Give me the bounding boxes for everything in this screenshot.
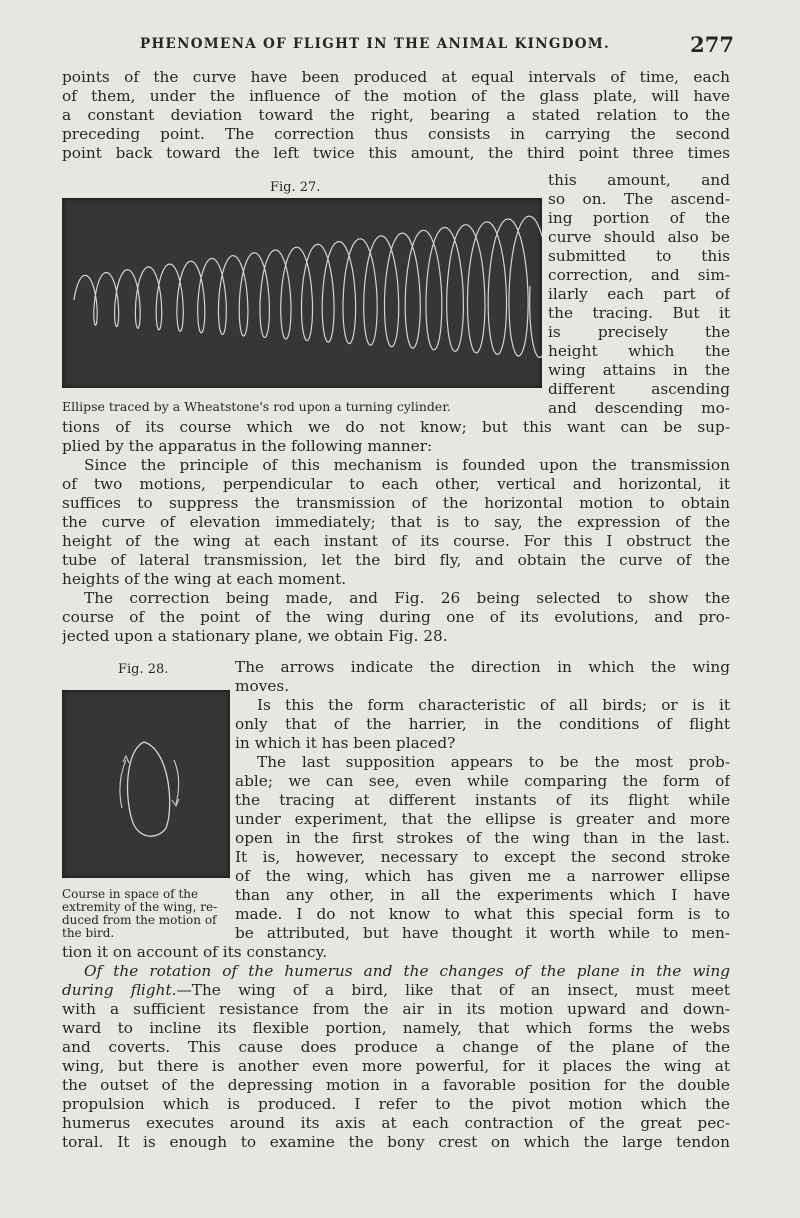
figure-28-image (62, 690, 230, 878)
body-line: preceding point. The correction thus consists in carrying the second (62, 125, 730, 143)
wrap-line: this amount, and (548, 171, 730, 189)
body-line: the outset of the depressing motion in a favorable position for the double (62, 1076, 730, 1094)
wrap-line: open in the first strokes of the wing than in the last. (235, 829, 730, 847)
wrap-line: wing attains in the (548, 361, 730, 379)
figure-27-label: Fig. 27. (270, 180, 321, 195)
wrap-line: ilarly each part of (548, 285, 730, 303)
figure-28-caption-line: extremity of the wing, re- (62, 900, 218, 914)
body-line: toral. It is enough to examine the bony crest on which the large tendon (62, 1133, 730, 1151)
body-line: ward to incline its flexible portion, namely, that which forms the webs (62, 1019, 730, 1037)
figure-28-label: Fig. 28. (118, 662, 169, 677)
spiral-path (74, 216, 542, 358)
wrap-line: under experiment, that the ellipse is greater and more (235, 810, 730, 828)
wrap-line: correction, and sim- (548, 266, 730, 284)
wrap-line: in which it has been placed? (235, 734, 456, 752)
wrap-line: Is this the form characteristic of all birds; or is it (257, 696, 730, 714)
running-head: PHENOMENA OF FLIGHT IN THE ANIMAL KINGDOM. (140, 36, 611, 52)
body-line: a constant deviation toward the right, bearing a stated relation to the (62, 106, 730, 124)
body-line: suffices to suppress the transmission of the horizontal motion to obtain (62, 494, 730, 512)
page-number: 277 (690, 32, 734, 57)
body-line: tion it on account of its constancy. (62, 943, 328, 961)
body-line: Since the principle of this mechanism is founded upon the transmission (84, 456, 730, 474)
wrap-line: made. I do not know to what this special form is to (235, 905, 730, 923)
body-line: of them, under the influence of the motion of the glass plate, will have (62, 87, 730, 105)
body-line: point back toward the left twice this amount, the third point three times (62, 144, 730, 162)
wrap-line: so on. The ascend- (548, 190, 730, 208)
wrap-line: is precisely the (548, 323, 730, 341)
wrap-line: The arrows indicate the direction in which the wing (235, 658, 730, 676)
body-line: course of the point of the wing during one of its evolutions, and pro- (62, 608, 730, 626)
page-header (140, 32, 740, 58)
wrap-line: be attributed, but have thought it worth while to men- (235, 924, 730, 942)
section-heading-line: Of the rotation of the humerus and the changes of the plane in the wing (84, 962, 730, 980)
figure-27-caption: Ellipse traced by a Wheatstone's rod upon a turning cylinder. (62, 399, 451, 414)
body-line: heights of the wing at each moment. (62, 570, 347, 588)
body-line: The correction being made, and Fig. 26 being selected to show the (84, 589, 730, 607)
body-line: tions of its course which we do not know; but this want can be sup- (62, 418, 730, 436)
body-line: jected upon a stationary plane, we obtain Fig. 28. (62, 627, 448, 645)
body-line: tube of lateral transmission, let the bird fly, and obtain the curve of the (62, 551, 730, 569)
wrap-line: curve should also be (548, 228, 730, 246)
ellipse-tracing (62, 690, 230, 878)
body-line: the curve of elevation immediately; that is to say, the expression of the (62, 513, 730, 531)
section-heading-end: during flight. (62, 981, 177, 999)
figure-28-caption-line: duced from the motion of (62, 913, 217, 927)
body-line: and coverts. This cause does produce a change of the plane of the (62, 1038, 730, 1056)
wrap-line: able; we can see, even while comparing the form of (235, 772, 730, 790)
body-line: propulsion which is produced. I refer to the pivot motion which the (62, 1095, 730, 1113)
wrap-line: of the wing, which has given me a narrower ellipse (235, 867, 730, 885)
wrap-line: The last supposition appears to be the most prob- (257, 753, 730, 771)
wrap-line: the tracing at different instants of its flight while (235, 791, 730, 809)
body-line: wing, but there is another even more powerful, for it places the wing at (62, 1057, 730, 1075)
figure-28-caption-line: Course in space of the (62, 887, 199, 901)
body-line: with a sufficient resistance from the air in its motion upward and down- (62, 1000, 730, 1018)
figure-27-image (62, 198, 542, 388)
wrap-line: the tracing. But it (548, 304, 730, 322)
body-line-text: —The wing of a bird, like that of an insect, must meet (176, 981, 730, 999)
body-line: plied by the apparatus in the following manner: (62, 437, 433, 455)
wrap-line: only that of the harrier, in the conditions of flight (235, 715, 730, 733)
figure-28-caption-line: the bird. (62, 926, 115, 940)
body-line: humerus executes around its axis at each contraction of the great pec- (62, 1114, 730, 1132)
wrap-line: and descending mo- (548, 399, 730, 417)
body-line (62, 981, 730, 1000)
body-line: of two motions, perpendicular to each other, vertical and horizontal, it (62, 475, 730, 493)
wrap-line: ing portion of the (548, 209, 730, 227)
wrap-line: moves. (235, 677, 290, 695)
spiral-tracing (62, 198, 542, 388)
wrap-line: It is, however, necessary to except the second stroke (235, 848, 730, 866)
wrap-line: height which the (548, 342, 730, 360)
wrap-line: submitted to this (548, 247, 730, 265)
wrap-line: than any other, in all the experiments which I have (235, 886, 730, 904)
wrap-line: different ascending (548, 380, 730, 398)
body-line: height of the wing at each instant of its course. For this I obstruct the (62, 532, 730, 550)
body-line: points of the curve have been produced at equal intervals of time, each (62, 68, 730, 86)
